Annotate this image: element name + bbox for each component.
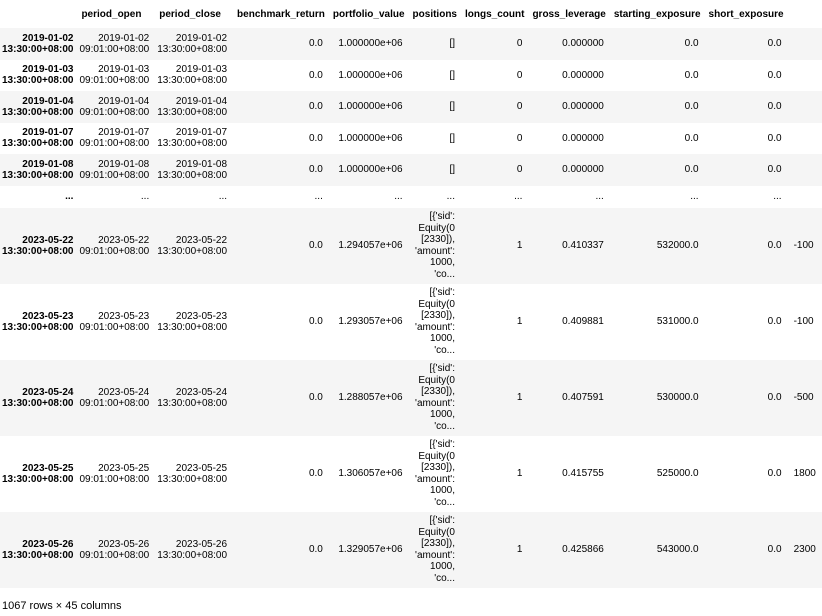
cell-benchmark-return: 0.0 <box>308 316 323 327</box>
row-index <box>0 123 77 155</box>
row-index-line: 13:30:00+08:00 <box>2 169 74 181</box>
positions-line: [2330]), <box>421 386 455 397</box>
row-index <box>0 186 77 208</box>
cell-positions <box>409 436 461 512</box>
positions-line: 1000, <box>429 561 455 572</box>
cell-line: 13:30:00+08:00 <box>157 549 228 561</box>
row-index-line: 2023-05-22 <box>22 234 74 246</box>
cell-short-exposure: 0.0 <box>767 38 782 50</box>
cell-line: 2023-05-25 <box>175 462 228 474</box>
cell-positions <box>409 186 461 208</box>
cell-line: 13:30:00+08:00 <box>157 397 228 409</box>
cell-line: 2023-05-25 <box>98 462 150 474</box>
row-index <box>0 91 77 123</box>
row-index-line: 2019-01-08 <box>22 158 74 170</box>
row-index <box>0 208 77 284</box>
cell-clipped <box>788 28 822 60</box>
cell-line: 09:01:00+08:00 <box>79 397 150 409</box>
cell-line: 13:30:00+08:00 <box>157 245 228 257</box>
cell-line: 2023-05-26 <box>98 538 150 550</box>
table-header <box>0 0 822 28</box>
header-gross-leverage: gross_leverage <box>532 8 606 20</box>
header-benchmark-return: benchmark_return <box>237 8 325 20</box>
positions-line: Equity(0 <box>418 298 455 310</box>
cell-period-close <box>155 123 233 155</box>
cell-line: 2023-05-24 <box>98 386 150 398</box>
cell-period-open <box>77 360 155 436</box>
cell-portfolio-value: 1.000000e+06 <box>338 164 403 176</box>
cell-portfolio-value: 1.294057e+06 <box>338 240 403 251</box>
cell-line: 2019-01-07 <box>98 127 150 139</box>
cell-gross-leverage: 0.000000 <box>562 38 604 50</box>
cell-period-open <box>77 186 155 208</box>
row-index-line: 2023-05-23 <box>22 310 74 322</box>
cell-line: 2023-05-22 <box>98 234 150 246</box>
header-clipped <box>788 0 822 28</box>
cell-positions <box>409 154 461 186</box>
cell-line: 2023-05-23 <box>98 310 150 322</box>
positions-line: ... <box>446 190 455 202</box>
table-row <box>0 512 822 588</box>
positions-line: 'co... <box>434 496 455 508</box>
positions-line: [] <box>449 164 455 175</box>
cell-positions <box>409 208 461 284</box>
cell-clipped <box>788 154 822 186</box>
header-positions: positions <box>412 8 457 20</box>
header-short-exposure: short_exposure <box>708 8 784 20</box>
cell-line: 09:01:00+08:00 <box>79 549 150 561</box>
cell-longs-count: 0 <box>516 69 523 81</box>
cell-portfolio-value: 1.000000e+06 <box>338 132 403 144</box>
cell-positions <box>409 284 461 360</box>
positions-line: Equity(0 <box>418 526 455 538</box>
cell-line: 09:01:00+08:00 <box>79 138 150 150</box>
cell-benchmark-return: 0.0 <box>308 38 323 50</box>
cell-gross-leverage: 0.000000 <box>562 132 604 144</box>
cell-clipped: -500 <box>793 392 814 403</box>
positions-line: [{'sid': <box>429 515 455 526</box>
cell-benchmark-return: 0.0 <box>308 392 323 403</box>
cell-period-close <box>155 60 233 92</box>
cell-line: 2019-01-03 <box>175 64 228 76</box>
cell-short-exposure: 0.0 <box>767 392 782 403</box>
cell-gross-leverage: 0.000000 <box>562 164 604 176</box>
positions-line: 1000, <box>429 333 455 344</box>
cell-short-exposure: 0.0 <box>767 164 782 176</box>
cell-benchmark-return: 0.0 <box>308 468 323 479</box>
cell-portfolio-value: 1.000000e+06 <box>338 38 403 50</box>
cell-longs-count: 1 <box>516 544 523 555</box>
row-index-line: ... <box>65 191 74 202</box>
cell-line: 09:01:00+08:00 <box>79 43 150 55</box>
cell-period-open <box>77 91 155 123</box>
cell-line: 13:30:00+08:00 <box>157 75 228 87</box>
positions-line: [] <box>449 69 455 81</box>
cell-portfolio-value: 1.288057e+06 <box>338 392 403 403</box>
positions-line: 'amount': <box>415 473 455 485</box>
cell-longs-count: 1 <box>516 240 523 251</box>
cell-benchmark-return: 0.0 <box>308 544 323 555</box>
table-row <box>0 60 822 92</box>
dataframe-shape-label: 1067 rows × 45 columns <box>2 600 122 612</box>
positions-line: [] <box>449 38 455 49</box>
table-row <box>0 284 822 360</box>
cell-gross-leverage: 0.410337 <box>562 240 604 251</box>
cell-clipped: 2300 <box>793 544 816 555</box>
row-index <box>0 28 77 60</box>
cell-line: 2019-01-04 <box>98 95 150 107</box>
cell-gross-leverage: 0.409881 <box>562 316 604 327</box>
cell-line: 13:30:00+08:00 <box>157 321 228 333</box>
row-index <box>0 154 77 186</box>
cell-line: 2019-01-07 <box>175 127 228 139</box>
row-index <box>0 436 77 512</box>
cell-period-close <box>155 208 233 284</box>
positions-line: [{'sid': <box>429 439 455 450</box>
cell-period-open <box>77 512 155 588</box>
cell-benchmark-return: 0.0 <box>308 164 323 176</box>
cell-short-exposure: 0.0 <box>767 69 782 81</box>
cell-positions <box>409 91 461 123</box>
row-index-line: 13:30:00+08:00 <box>2 75 74 87</box>
cell-starting-exposure: 0.0 <box>684 69 699 81</box>
positions-line: 'amount': <box>415 397 455 409</box>
row-index-line: 2023-05-24 <box>22 386 74 398</box>
positions-line: Equity(0 <box>418 450 455 462</box>
positions-line: [{'sid': <box>429 287 455 298</box>
cell-gross-leverage: 0.425866 <box>562 544 604 555</box>
cell-period-close <box>155 154 233 186</box>
row-index-line: 2019-01-07 <box>22 127 74 139</box>
cell-portfolio-value: 1.000000e+06 <box>338 101 403 113</box>
row-index-line: 2023-05-26 <box>22 538 74 550</box>
cell-period-open <box>77 284 155 360</box>
cell-gross-leverage: 0.000000 <box>562 101 604 113</box>
cell-clipped: -100 <box>793 240 814 251</box>
row-index-line: 13:30:00+08:00 <box>2 245 74 257</box>
table-row <box>0 28 822 60</box>
cell-line: 2019-01-03 <box>98 64 150 76</box>
cell-short-exposure: 0.0 <box>767 544 782 555</box>
cell-line: 13:30:00+08:00 <box>157 169 228 181</box>
cell-gross-leverage: 0.415755 <box>562 468 604 479</box>
cell-line: 09:01:00+08:00 <box>79 321 150 333</box>
cell-line: 2023-05-22 <box>175 234 228 246</box>
positions-line: [2330]), <box>421 462 455 473</box>
cell-benchmark-return: 0.0 <box>308 69 323 81</box>
cell-period-open <box>77 208 155 284</box>
cell-clipped <box>788 60 822 92</box>
positions-line: 'co... <box>434 572 455 584</box>
cell-longs-count: 1 <box>516 468 523 479</box>
positions-line: 'amount': <box>415 245 455 257</box>
positions-line: [2330]), <box>421 310 455 321</box>
cell-line: 2019-01-02 <box>175 32 228 44</box>
cell-portfolio-value: 1.000000e+06 <box>338 69 403 81</box>
cell-starting-exposure: 532000.0 <box>656 240 699 251</box>
cell-starting-exposure: 530000.0 <box>656 392 699 403</box>
cell-short-exposure: 0.0 <box>767 240 782 251</box>
header-period-open: period_open <box>81 8 142 20</box>
row-index-line: 13:30:00+08:00 <box>2 138 74 150</box>
cell-line: 2023-05-24 <box>175 386 228 398</box>
cell-starting-exposure: 0.0 <box>684 101 699 113</box>
cell-longs-count: 0 <box>516 101 523 113</box>
cell-line: ... <box>140 191 150 202</box>
row-index <box>0 60 77 92</box>
cell-portfolio-value: 1.329057e+06 <box>338 544 403 555</box>
cell-line: 2023-05-26 <box>175 538 228 550</box>
positions-line: [2330]), <box>421 234 455 245</box>
cell-longs-count: 0 <box>516 38 523 50</box>
cell-line: 09:01:00+08:00 <box>79 75 150 87</box>
positions-line: 1000, <box>429 409 455 420</box>
cell-line: 13:30:00+08:00 <box>157 138 228 150</box>
row-index-line: 2019-01-04 <box>22 95 74 107</box>
cell-period-close <box>155 91 233 123</box>
cell-starting-exposure: 0.0 <box>684 132 699 144</box>
cell-clipped <box>788 91 822 123</box>
positions-line: 'co... <box>434 420 455 432</box>
header-period-close: period_close <box>159 8 221 20</box>
row-index-line: 2019-01-03 <box>22 64 74 76</box>
cell-starting-exposure: 525000.0 <box>656 468 699 479</box>
cell-portfolio-value: 1.306057e+06 <box>338 468 403 479</box>
table-row <box>0 436 822 512</box>
cell-positions <box>409 28 461 60</box>
row-index <box>0 360 77 436</box>
table-row <box>0 208 822 284</box>
cell-short-exposure: 0.0 <box>767 316 782 327</box>
header-portfolio-value: portfolio_value <box>332 8 405 20</box>
cell-benchmark-return: 0.0 <box>308 240 323 251</box>
cell-gross-leverage: 0.407591 <box>562 392 604 403</box>
cell-period-open <box>77 28 155 60</box>
cell-clipped <box>788 186 822 208</box>
cell-short-exposure: 0.0 <box>767 101 782 113</box>
cell-starting-exposure: 531000.0 <box>656 316 699 327</box>
cell-line: 2019-01-08 <box>175 158 228 170</box>
cell-line: 09:01:00+08:00 <box>79 245 150 257</box>
cell-longs-count: 0 <box>516 132 523 144</box>
cell-period-close <box>155 28 233 60</box>
cell-clipped: -100 <box>793 316 814 327</box>
cell-line: 09:01:00+08:00 <box>79 473 150 485</box>
positions-line: 'co... <box>434 268 455 280</box>
cell-longs-count: 1 <box>516 392 523 403</box>
cell-period-open <box>77 436 155 512</box>
table-body <box>0 28 822 588</box>
cell-benchmark-return: 0.0 <box>308 101 323 113</box>
cell-positions <box>409 360 461 436</box>
cell-benchmark-return: ... <box>314 191 323 202</box>
positions-line: Equity(0 <box>418 374 455 386</box>
cell-short-exposure: 0.0 <box>767 468 782 479</box>
positions-line: Equity(0 <box>418 222 455 234</box>
cell-period-close <box>155 360 233 436</box>
cell-line: 09:01:00+08:00 <box>79 106 150 118</box>
cell-period-close <box>155 284 233 360</box>
positions-line: 'co... <box>434 344 455 356</box>
table-row <box>0 91 822 123</box>
header-row <box>0 0 822 28</box>
row-index-line: 2019-01-02 <box>22 32 74 44</box>
cell-line: 2023-05-23 <box>175 310 228 322</box>
cell-line: 13:30:00+08:00 <box>157 106 228 118</box>
cell-positions <box>409 60 461 92</box>
cell-starting-exposure: 543000.0 <box>656 544 699 555</box>
cell-longs-count: 0 <box>516 164 523 176</box>
positions-line: [] <box>449 101 455 112</box>
cell-period-close <box>155 512 233 588</box>
table-row <box>0 123 822 155</box>
cell-period-close <box>155 186 233 208</box>
header-index <box>0 0 77 28</box>
cell-line: 2019-01-04 <box>175 95 228 107</box>
row-index-line: 13:30:00+08:00 <box>2 397 74 409</box>
cell-gross-leverage: ... <box>595 191 604 202</box>
row-index <box>0 512 77 588</box>
positions-line: [2330]), <box>421 538 455 549</box>
row-index-line: 13:30:00+08:00 <box>2 473 74 485</box>
cell-positions <box>409 123 461 155</box>
cell-clipped <box>788 123 822 155</box>
cell-line: 2019-01-02 <box>98 32 150 44</box>
positions-line: 'amount': <box>415 321 455 333</box>
positions-line: 1000, <box>429 257 455 268</box>
cell-line: 2019-01-08 <box>98 158 150 170</box>
cell-period-open <box>77 154 155 186</box>
positions-line: 1000, <box>429 485 455 496</box>
cell-portfolio-value: 1.293057e+06 <box>338 316 403 327</box>
cell-starting-exposure: 0.0 <box>684 164 699 176</box>
row-index <box>0 284 77 360</box>
cell-short-exposure: ... <box>773 191 782 202</box>
row-index-line: 13:30:00+08:00 <box>2 43 74 55</box>
positions-line: 'amount': <box>415 549 455 561</box>
row-index-line: 13:30:00+08:00 <box>2 321 74 333</box>
table-row <box>0 360 822 436</box>
cell-clipped: 1800 <box>793 468 816 479</box>
cell-starting-exposure: ... <box>690 191 699 202</box>
cell-line: 13:30:00+08:00 <box>157 43 228 55</box>
cell-gross-leverage: 0.000000 <box>562 69 604 81</box>
positions-line: [{'sid': <box>429 363 455 374</box>
cell-line: ... <box>218 191 228 202</box>
cell-period-open <box>77 60 155 92</box>
header-longs-count: longs_count <box>465 8 525 20</box>
row-index-line: 2023-05-25 <box>22 462 74 474</box>
cell-longs-count: 1 <box>516 316 523 327</box>
cell-positions <box>409 512 461 588</box>
positions-line: [{'sid': <box>429 211 455 222</box>
positions-line: [] <box>449 132 455 144</box>
cell-period-open <box>77 123 155 155</box>
row-index-line: 13:30:00+08:00 <box>2 549 74 561</box>
cell-longs-count: ... <box>514 191 523 202</box>
header-starting-exposure: starting_exposure <box>613 8 701 20</box>
cell-period-close <box>155 436 233 512</box>
cell-short-exposure: 0.0 <box>767 132 782 144</box>
row-index-line: 13:30:00+08:00 <box>2 106 74 118</box>
cell-benchmark-return: 0.0 <box>308 132 323 144</box>
cell-line: 09:01:00+08:00 <box>79 169 150 181</box>
cell-line: 13:30:00+08:00 <box>157 473 228 485</box>
cell-portfolio-value: ... <box>394 191 403 202</box>
table-row <box>0 154 822 186</box>
table-row <box>0 186 822 208</box>
cell-starting-exposure: 0.0 <box>684 38 699 50</box>
